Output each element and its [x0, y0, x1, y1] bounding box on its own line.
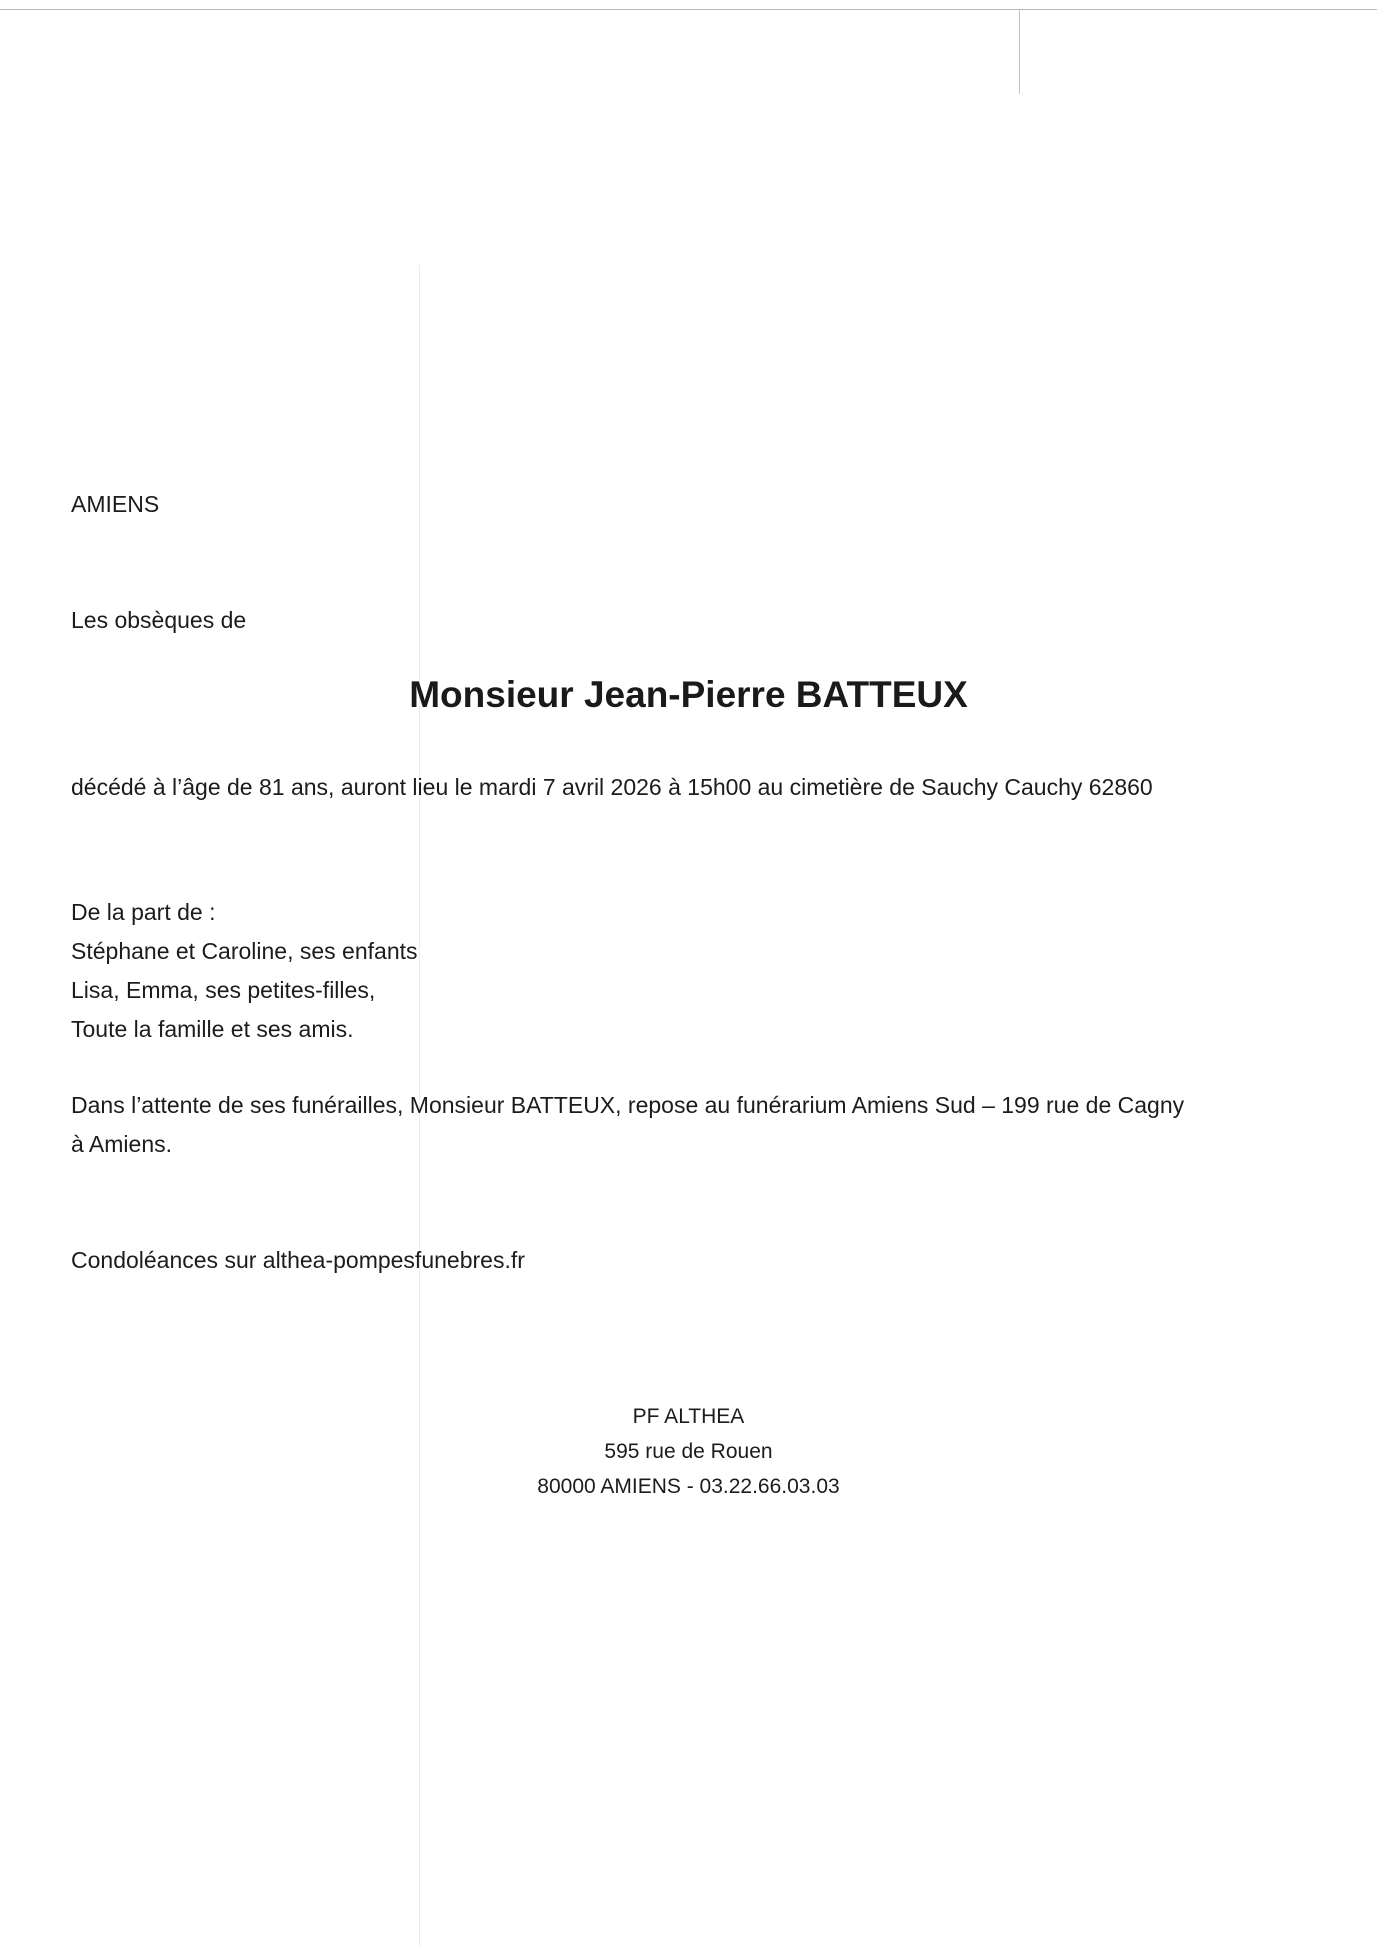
resting-place-line: à Amiens.: [71, 1131, 172, 1157]
family-line: Lisa, Emma, ses petites-filles,: [71, 977, 376, 1003]
agency-name: PF ALTHEA: [632, 1405, 745, 1428]
family-line: De la part de :: [71, 899, 216, 925]
condolences-text: Condoléances sur althea-pompesfunebres.fr: [71, 1247, 525, 1273]
resting-place-line: Dans l’attente de ses funérailles, Monsieur BATTEUX, repose au funérarium Amiens Sud – 199 rue de Cagny: [71, 1092, 1185, 1118]
scan-edge-line: [0, 9, 1377, 10]
intro-text: Les obsèques de: [71, 607, 247, 633]
resting-place-paragraph: [71, 1086, 1184, 1164]
funeral-agency-block: [0, 1399, 1377, 1504]
scan-red-mark: [1019, 10, 1020, 94]
agency-street: 595 rue de Rouen: [604, 1440, 773, 1463]
family-line: Stéphane et Caroline, ses enfants: [71, 938, 418, 964]
city-heading: AMIENS: [71, 491, 160, 517]
funeral-details: décédé à l’âge de 81 ans, auront lieu le mardi 7 avril 2026 à 15h00 au cimetière de Sauchy Cauchy 62860: [71, 774, 1153, 800]
family-line: Toute la famille et ses amis.: [71, 1016, 354, 1042]
agency-city-phone: 80000 AMIENS - 03.22.66.03.03: [537, 1475, 840, 1498]
family-list: [71, 893, 418, 1049]
deceased-name: Monsieur Jean-Pierre BATTEUX: [409, 674, 968, 715]
